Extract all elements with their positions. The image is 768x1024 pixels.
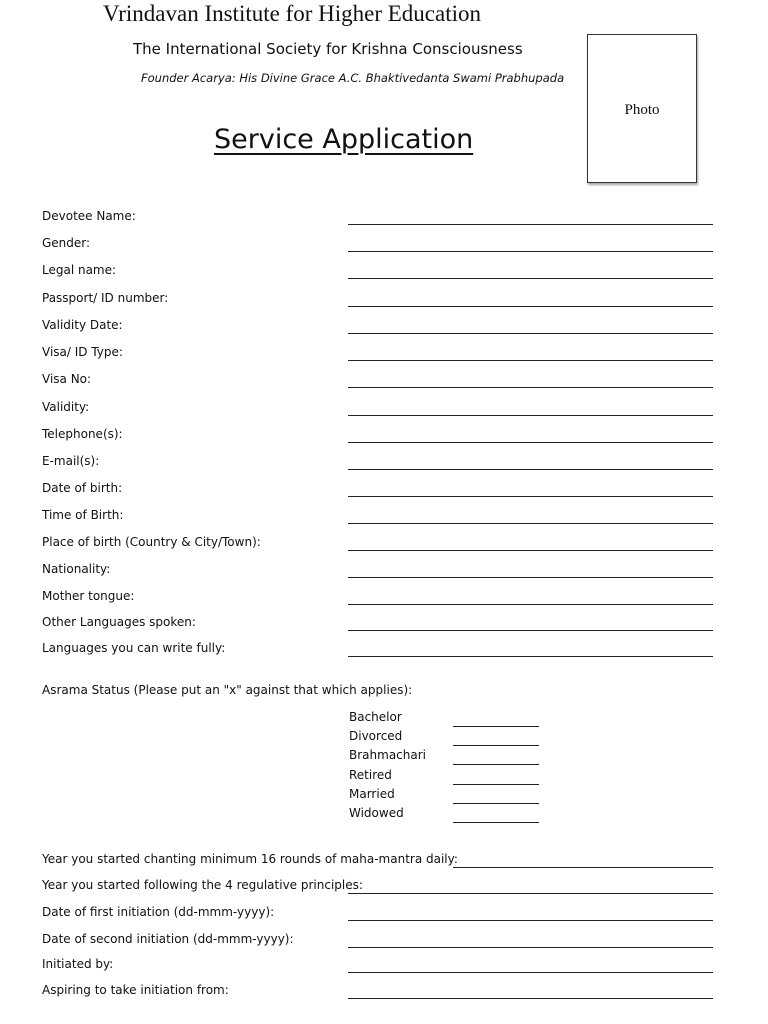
field-label-first-initiation: Date of first initiation (dd-mmm-yyyy): xyxy=(42,905,275,919)
field-line-aspiring-initiation[interactable] xyxy=(348,998,713,999)
field-line-second-initiation[interactable] xyxy=(348,947,713,948)
field-label-regulative-principles-year: Year you started following the 4 regulative principles: xyxy=(42,878,363,892)
asrama-mark-line-bachelor[interactable] xyxy=(453,726,539,727)
field-line-validity-date[interactable] xyxy=(348,333,713,334)
field-label-visa-id-type: Visa/ ID Type: xyxy=(42,345,123,359)
asrama-mark-line-divorced[interactable] xyxy=(453,745,539,746)
field-label-nationality: Nationality: xyxy=(42,562,111,576)
founder-acarya-line: Founder Acarya: His Divine Grace A.C. Bhaktivedanta Swami Prabhupada xyxy=(141,71,565,85)
field-line-validity[interactable] xyxy=(348,415,713,416)
field-label-visa-no: Visa No: xyxy=(42,372,92,386)
field-line-date-of-birth[interactable] xyxy=(348,496,713,497)
asrama-mark-line-retired[interactable] xyxy=(453,784,539,785)
field-line-passport-id[interactable] xyxy=(348,306,713,307)
field-line-place-of-birth[interactable] xyxy=(348,550,713,551)
field-line-nationality[interactable] xyxy=(348,577,713,578)
field-line-chanting-year[interactable] xyxy=(453,867,713,868)
asrama-option-married: Married xyxy=(349,787,395,801)
field-label-chanting-year: Year you started chanting minimum 16 rounds of maha-mantra daily: xyxy=(42,852,458,866)
asrama-option-retired: Retired xyxy=(349,768,392,782)
field-label-initiated-by: Initiated by: xyxy=(42,957,114,971)
field-line-mother-tongue[interactable] xyxy=(348,604,713,605)
field-line-time-of-birth[interactable] xyxy=(348,523,713,524)
field-line-email[interactable] xyxy=(348,469,713,470)
field-label-telephone: Telephone(s): xyxy=(42,427,123,441)
field-line-telephone[interactable] xyxy=(348,442,713,443)
field-label-languages-write: Languages you can write fully: xyxy=(42,641,226,655)
field-line-regulative-principles-year[interactable] xyxy=(348,893,713,894)
field-line-first-initiation[interactable] xyxy=(348,920,713,921)
field-line-languages-write[interactable] xyxy=(348,656,713,657)
asrama-mark-line-brahmachari[interactable] xyxy=(453,764,539,765)
field-label-date-of-birth: Date of birth: xyxy=(42,481,123,495)
field-line-gender[interactable] xyxy=(348,251,713,252)
field-line-devotee-name[interactable] xyxy=(348,224,713,225)
asrama-mark-line-widowed[interactable] xyxy=(453,822,539,823)
field-label-gender: Gender: xyxy=(42,236,91,250)
field-line-visa-no[interactable] xyxy=(348,387,713,388)
society-name: The International Society for Krishna Consciousness xyxy=(133,40,523,58)
field-label-legal-name: Legal name: xyxy=(42,263,117,277)
field-line-legal-name[interactable] xyxy=(348,278,713,279)
asrama-status-heading: Asrama Status (Please put an "x" against that which applies): xyxy=(42,683,413,697)
asrama-option-divorced: Divorced xyxy=(349,729,403,743)
asrama-mark-line-married[interactable] xyxy=(453,803,539,804)
field-label-passport-id: Passport/ ID number: xyxy=(42,291,169,305)
field-label-time-of-birth: Time of Birth: xyxy=(42,508,124,522)
institute-name: Vrindavan Institute for Higher Education xyxy=(103,1,482,26)
field-label-email: E-mail(s): xyxy=(42,454,100,468)
field-label-other-languages: Other Languages spoken: xyxy=(42,615,196,629)
photo-box[interactable] xyxy=(587,34,697,183)
field-label-mother-tongue: Mother tongue: xyxy=(42,589,135,603)
asrama-option-brahmachari: Brahmachari xyxy=(349,748,426,762)
asrama-option-widowed: Widowed xyxy=(349,806,404,820)
field-label-aspiring-initiation: Aspiring to take initiation from: xyxy=(42,983,229,997)
field-label-validity: Validity: xyxy=(42,400,90,414)
field-label-second-initiation: Date of second initiation (dd-mmm-yyyy): xyxy=(42,932,294,946)
field-line-initiated-by[interactable] xyxy=(348,972,713,973)
field-line-other-languages[interactable] xyxy=(348,630,713,631)
field-line-visa-id-type[interactable] xyxy=(348,360,713,361)
photo-label: Photo xyxy=(624,102,660,118)
field-label-place-of-birth: Place of birth (Country & City/Town): xyxy=(42,535,261,549)
field-label-devotee-name: Devotee Name: xyxy=(42,209,136,223)
asrama-option-bachelor: Bachelor xyxy=(349,710,402,724)
form-title: Service Application xyxy=(214,124,474,155)
field-label-validity-date: Validity Date: xyxy=(42,318,123,332)
